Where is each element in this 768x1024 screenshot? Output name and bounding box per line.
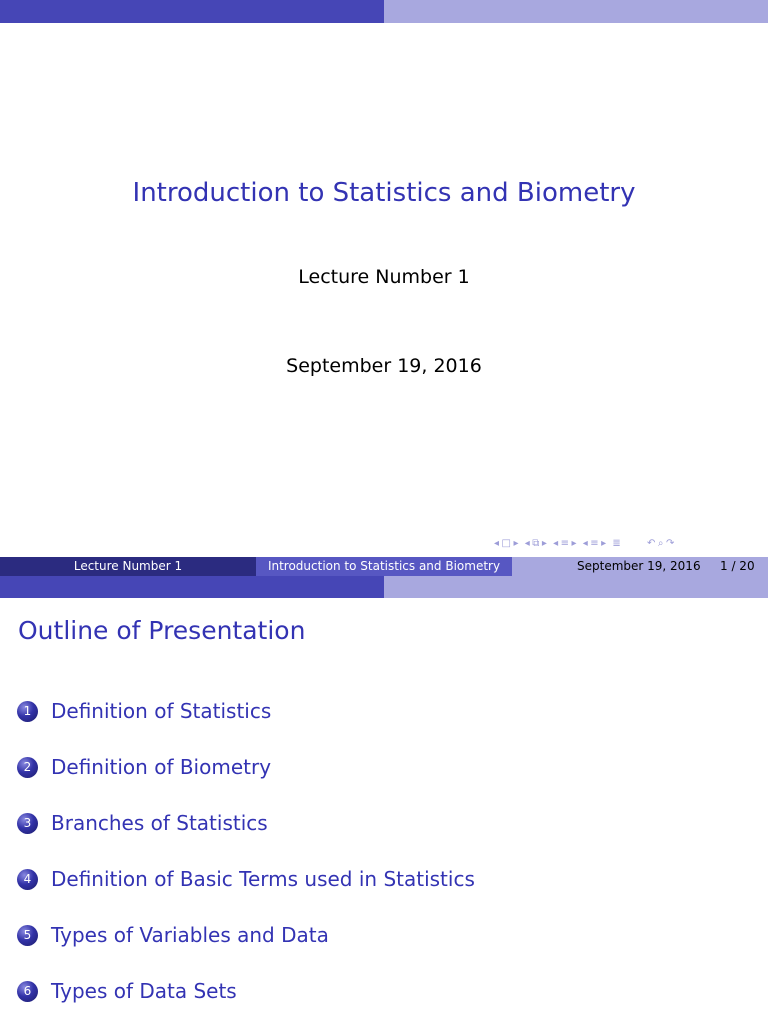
slide2-header-bar-right bbox=[384, 576, 768, 598]
slide1-header-bar-left bbox=[0, 0, 384, 23]
slide-title: Introduction to Statistics and Biometry bbox=[132, 178, 636, 208]
outline-title: Outline of Presentation bbox=[18, 616, 306, 645]
nav-document-icon[interactable]: ≣ bbox=[612, 538, 622, 549]
toc-item-label[interactable]: Types of Data Sets bbox=[51, 979, 237, 1003]
footer-page-number: 1 / 20 bbox=[720, 559, 755, 573]
footer-date: September 19, 2016 bbox=[577, 559, 701, 573]
toc-number-ball: 3 bbox=[17, 813, 38, 834]
slide-date: September 19, 2016 bbox=[286, 355, 482, 377]
footer-title: Introduction to Statistics and Biometry bbox=[256, 557, 512, 576]
lecture-number: Lecture Number 1 bbox=[298, 266, 470, 288]
nav-subsection-icon[interactable]: ⧉ bbox=[532, 538, 540, 549]
nav-next-frame-icon[interactable]: ▸ bbox=[513, 538, 520, 549]
nav-search-icon[interactable]: ⌕ bbox=[657, 538, 664, 549]
slide2-header-bar-left bbox=[0, 576, 384, 598]
nav-prev-section-icon[interactable]: ◂ bbox=[553, 538, 559, 549]
toc-item-label[interactable]: Definition of Statistics bbox=[51, 699, 272, 723]
nav-frame-icon[interactable]: □ bbox=[501, 538, 512, 549]
nav-back-icon[interactable]: ↶ bbox=[646, 538, 656, 549]
nav-next-subsection-icon[interactable]: ▸ bbox=[541, 538, 548, 549]
toc-number-ball: 1 bbox=[17, 701, 38, 722]
nav-next-doc-icon[interactable]: ▸ bbox=[601, 538, 607, 549]
toc-number-ball: 2 bbox=[17, 757, 38, 778]
nav-next-section-icon[interactable]: ▸ bbox=[571, 538, 578, 549]
navigation-symbols bbox=[494, 538, 764, 552]
nav-prev-doc-icon[interactable]: ◂ bbox=[582, 538, 589, 549]
toc-item-label[interactable]: Definition of Basic Terms used in Statistics bbox=[51, 867, 475, 891]
nav-doc-section-icon[interactable]: ≡ bbox=[590, 538, 600, 549]
footer-author: Lecture Number 1 bbox=[0, 557, 256, 576]
toc-item-label[interactable]: Types of Variables and Data bbox=[51, 923, 329, 947]
slide1-header-bar-right bbox=[384, 0, 768, 23]
toc-item-label[interactable]: Definition of Biometry bbox=[51, 755, 272, 779]
footer-date-page bbox=[512, 557, 768, 576]
nav-section-icon[interactable]: ≡ bbox=[560, 538, 570, 549]
nav-prev-subsection-icon[interactable]: ◂ bbox=[524, 538, 531, 549]
nav-prev-frame-icon[interactable]: ◂ bbox=[494, 538, 500, 549]
toc-number-ball: 6 bbox=[17, 981, 38, 1002]
toc-item-label[interactable]: Branches of Statistics bbox=[51, 811, 268, 835]
nav-forward-icon[interactable]: ↷ bbox=[665, 538, 675, 549]
toc-number-ball: 5 bbox=[17, 925, 38, 946]
toc-number-ball: 4 bbox=[17, 869, 38, 890]
slide-footer bbox=[0, 557, 768, 576]
